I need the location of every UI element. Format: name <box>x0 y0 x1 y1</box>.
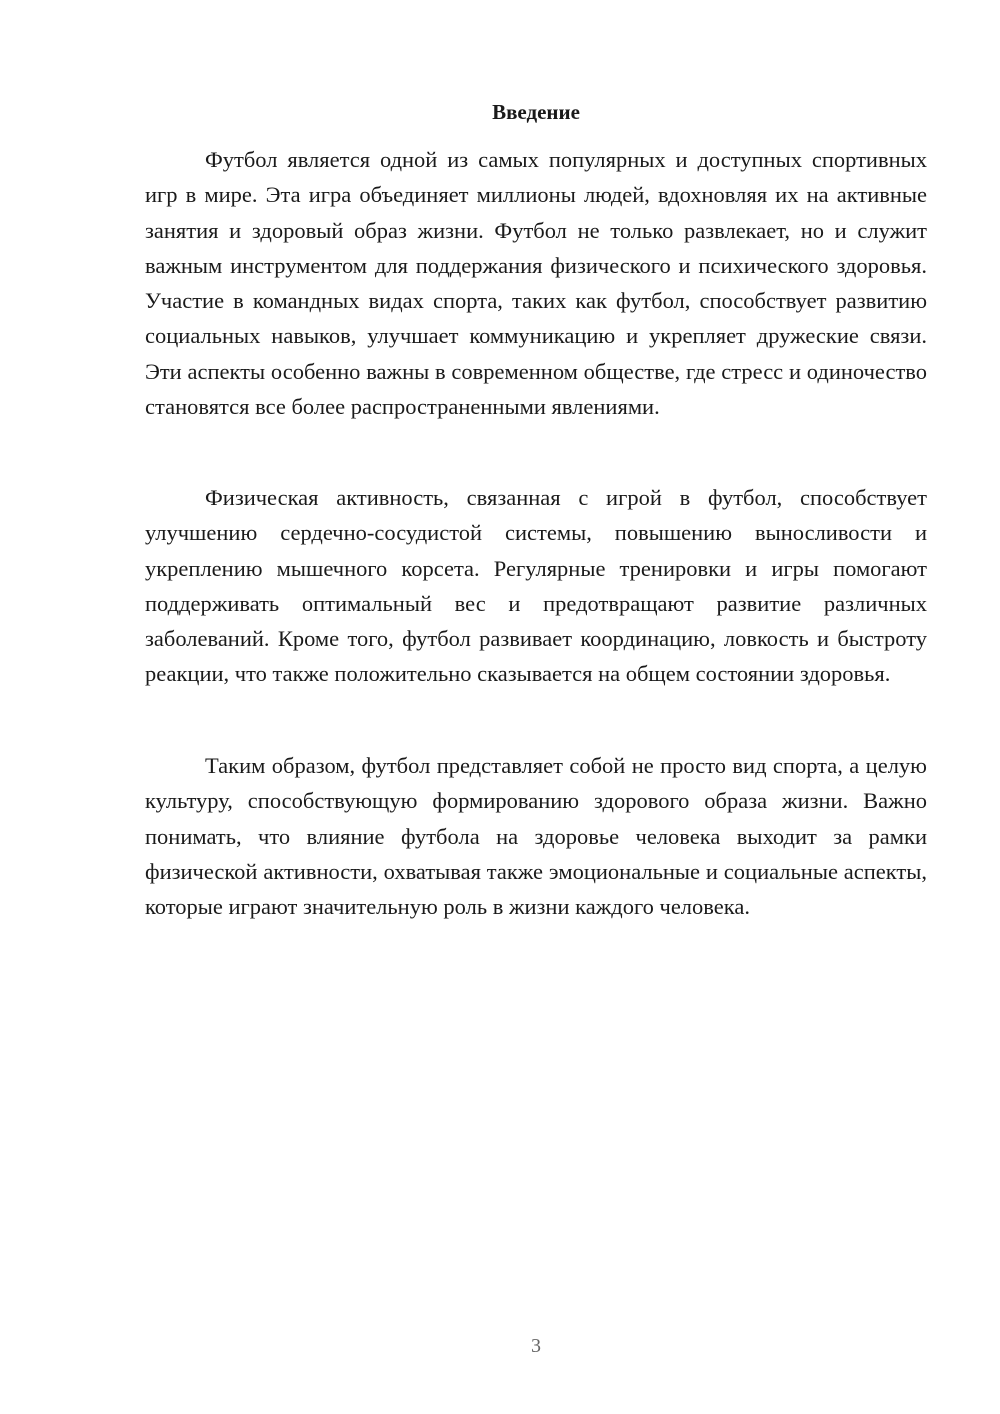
paragraph-1: Футбол является одной из самых популярных и доступных спортивных игр в мире. Эта игра объединяет миллионы людей, вдохновляя их на активные занятия и здоровый образ жизни. Футбол не только развлекает, но и служит важным инструментом для поддержания физического и психического здоровья. Участие в командных видах спорта, таких как футбол, способствует развитию социальных навыков, улучшает коммуникацию и укрепляет дружеские связи. Эти аспекты особенно важны в современном обществе, где стресс и одиночество становятся все более распространенными явлениями. <box>145 147 927 420</box>
paragraph-2: Физическая активность, связанная с игрой в футбол, способствует улучшению сердечно-сосудистой системы, повышению выносливости и укреплению мышечного корсета. Регулярные тренировки и игры помогают поддерживать оптимальный вес и предотвращают развитие различных заболеваний. Кроме того, футбол развивает координацию, ловкость и быстроту реакции, что также положительно сказывается на общем состоянии здоровья. <box>145 485 927 687</box>
paragraph-3: Таким образом, футбол представляет собой не просто вид спорта, а целую культуру, способствующую формированию здорового образа жизни. Важно понимать, что влияние футбола на здоровье человека выходит за рамки физической активности, охватывая также эмоциональные и социальные аспекты, которые играют значительную роль в жизни каждого человека. <box>145 753 927 920</box>
section-heading: Введение <box>492 100 580 124</box>
page-number: 3 <box>531 1335 541 1357</box>
